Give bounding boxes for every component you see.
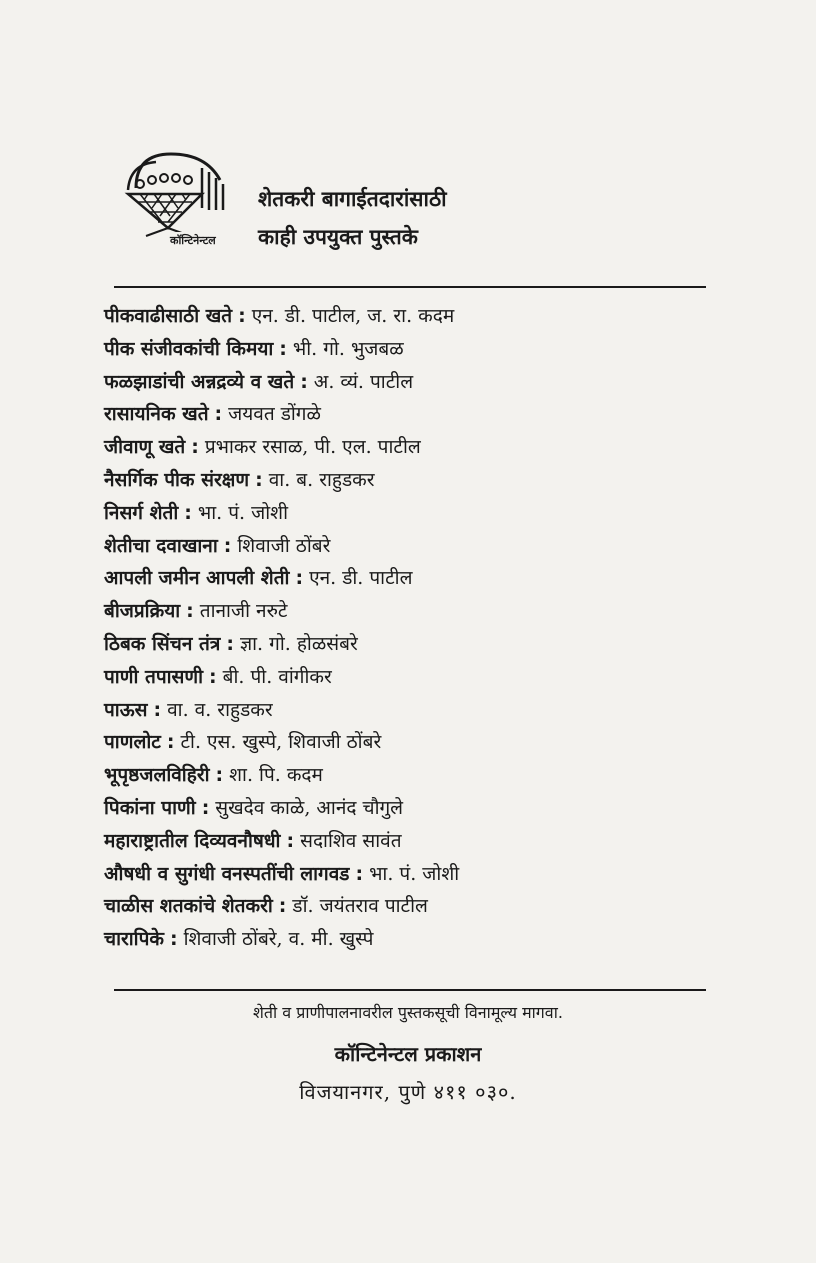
book-title: औषधी व सुगंधी वनस्पतींची लागवड bbox=[104, 862, 350, 885]
catalog-heading bbox=[258, 180, 447, 256]
book-title: शेतीचा दवाखाना bbox=[104, 534, 218, 557]
book-title: पाणी तपासणी bbox=[104, 665, 204, 688]
book-item bbox=[104, 661, 459, 694]
title-author-separator: : bbox=[184, 501, 192, 524]
book-title: महाराष्ट्रातील दिव्यवनौषधी bbox=[104, 829, 281, 852]
title-author-separator: : bbox=[223, 534, 232, 557]
publisher-address: विजयानगर, पुणे ४११ ०३०. bbox=[299, 1080, 517, 1104]
book-author: वा. ब. राहुडकर bbox=[268, 468, 375, 491]
book-author: एन. डी. पाटील bbox=[309, 567, 413, 590]
book-item bbox=[104, 759, 459, 792]
book-author: तानाजी नरुटे bbox=[199, 600, 288, 623]
book-item bbox=[104, 825, 459, 858]
book-author: जयवत डोंगळे bbox=[228, 403, 321, 426]
book-item bbox=[104, 431, 459, 464]
book-item bbox=[104, 333, 459, 366]
title-author-separator: : bbox=[186, 600, 194, 623]
book-author: शिवाजी ठोंबरे, व. मी. खुस्पे bbox=[183, 928, 374, 951]
publisher-name: कॉन्टिनेन्टल प्रकाशन bbox=[334, 1042, 482, 1066]
book-title: चारापिके bbox=[104, 928, 164, 951]
book-item bbox=[104, 890, 459, 923]
book-author: प्रभाकर रसाळ, पी. एल. पाटील bbox=[204, 436, 421, 459]
title-author-separator: : bbox=[166, 731, 175, 754]
book-item bbox=[104, 530, 459, 563]
book-author: डॉ. जयंतराव पाटील bbox=[292, 895, 428, 918]
book-title: नैसर्गिक पीक संरक्षण bbox=[104, 468, 250, 491]
title-author-separator: : bbox=[278, 895, 287, 918]
title-author-separator: : bbox=[226, 632, 234, 655]
title-author-separator: : bbox=[201, 796, 210, 819]
book-item bbox=[104, 595, 459, 628]
title-author-separator: : bbox=[209, 665, 217, 688]
book-title: बीजप्रक्रिया bbox=[104, 600, 181, 623]
bottom-divider bbox=[114, 989, 706, 991]
book-author: शिवाजी ठोंबरे bbox=[237, 534, 331, 557]
book-title: पीक संजीवकांची किमया bbox=[104, 337, 274, 360]
book-author: अ. व्यं. पाटील bbox=[313, 370, 414, 393]
title-author-separator: : bbox=[169, 928, 178, 951]
book-title: चाळीस शतकांचे शेतकरी bbox=[104, 895, 273, 918]
title-author-separator: : bbox=[355, 862, 364, 885]
heading-line-1: शेतकरी बागाईतदारांसाठी bbox=[258, 186, 447, 211]
title-author-separator: : bbox=[153, 698, 162, 721]
book-author: ज्ञा. गो. होळसंबरे bbox=[239, 632, 358, 655]
book-title: पिकांना पाणी bbox=[104, 796, 196, 819]
top-divider bbox=[114, 286, 706, 288]
book-author: भी. गो. भुजबळ bbox=[292, 337, 404, 360]
book-author: सदाशिव सावंत bbox=[300, 829, 402, 852]
book-item bbox=[104, 300, 459, 333]
book-item bbox=[104, 628, 459, 661]
book-title: फळझाडांची अन्नद्रव्ये व खते bbox=[104, 370, 295, 393]
book-item bbox=[104, 398, 459, 431]
heading-line-2: काही उपयुक्त पुस्तके bbox=[258, 224, 418, 249]
book-title: आपली जमीन आपली शेती bbox=[104, 567, 290, 590]
book-item bbox=[104, 464, 459, 497]
book-item bbox=[104, 694, 459, 727]
book-title: पाणलोट bbox=[104, 731, 161, 754]
book-author: बी. पी. वांगीकर bbox=[222, 665, 332, 688]
book-author: शा. पि. कदम bbox=[229, 764, 323, 787]
catalog-note: शेती व प्राणीपालनावरील पुस्तकसूची विनामूल्य मागवा. bbox=[253, 1003, 563, 1022]
book-item bbox=[104, 497, 459, 530]
svg-text:कॉन्टिनेन्टल: कॉन्टिनेन्टल bbox=[170, 234, 216, 247]
book-author: भा. पं. जोशी bbox=[197, 501, 288, 524]
title-author-separator: : bbox=[300, 370, 308, 393]
book-author: वा. व. राहुडकर bbox=[167, 698, 273, 721]
title-author-separator: : bbox=[215, 764, 224, 787]
publisher-logo-icon bbox=[116, 150, 236, 250]
title-author-separator: : bbox=[286, 829, 295, 852]
book-item bbox=[104, 562, 459, 595]
title-author-separator: : bbox=[255, 468, 263, 491]
book-item bbox=[104, 858, 459, 891]
book-item bbox=[104, 366, 459, 399]
book-author: भा. पं. जोशी bbox=[369, 862, 460, 885]
book-item bbox=[104, 726, 459, 759]
book-title: रासायनिक खते bbox=[104, 403, 209, 426]
title-author-separator: : bbox=[214, 403, 223, 426]
book-author: सुखदेव काळे, आनंद चौगुले bbox=[215, 796, 404, 819]
title-author-separator: : bbox=[191, 436, 199, 459]
book-title: ठिबक सिंचन तंत्र bbox=[104, 632, 221, 655]
book-title: पीकवाढीसाठी खते bbox=[104, 305, 233, 327]
book-item bbox=[104, 792, 459, 825]
book-title: निसर्ग शेती bbox=[104, 501, 179, 524]
book-author: टी. एस. खुस्पे, शिवाजी ठोंबरे bbox=[180, 731, 382, 754]
title-author-separator: : bbox=[238, 305, 246, 327]
book-title: जीवाणू खते bbox=[104, 436, 186, 459]
book-item bbox=[104, 923, 459, 956]
book-list bbox=[104, 300, 459, 956]
book-title: भूपृष्ठजलविहिरी bbox=[104, 764, 210, 787]
book-title: पाऊस bbox=[104, 698, 148, 721]
book-author: एन. डी. पाटील, ज. रा. कदम bbox=[251, 305, 455, 327]
title-author-separator: : bbox=[279, 337, 287, 360]
title-author-separator: : bbox=[295, 567, 304, 590]
